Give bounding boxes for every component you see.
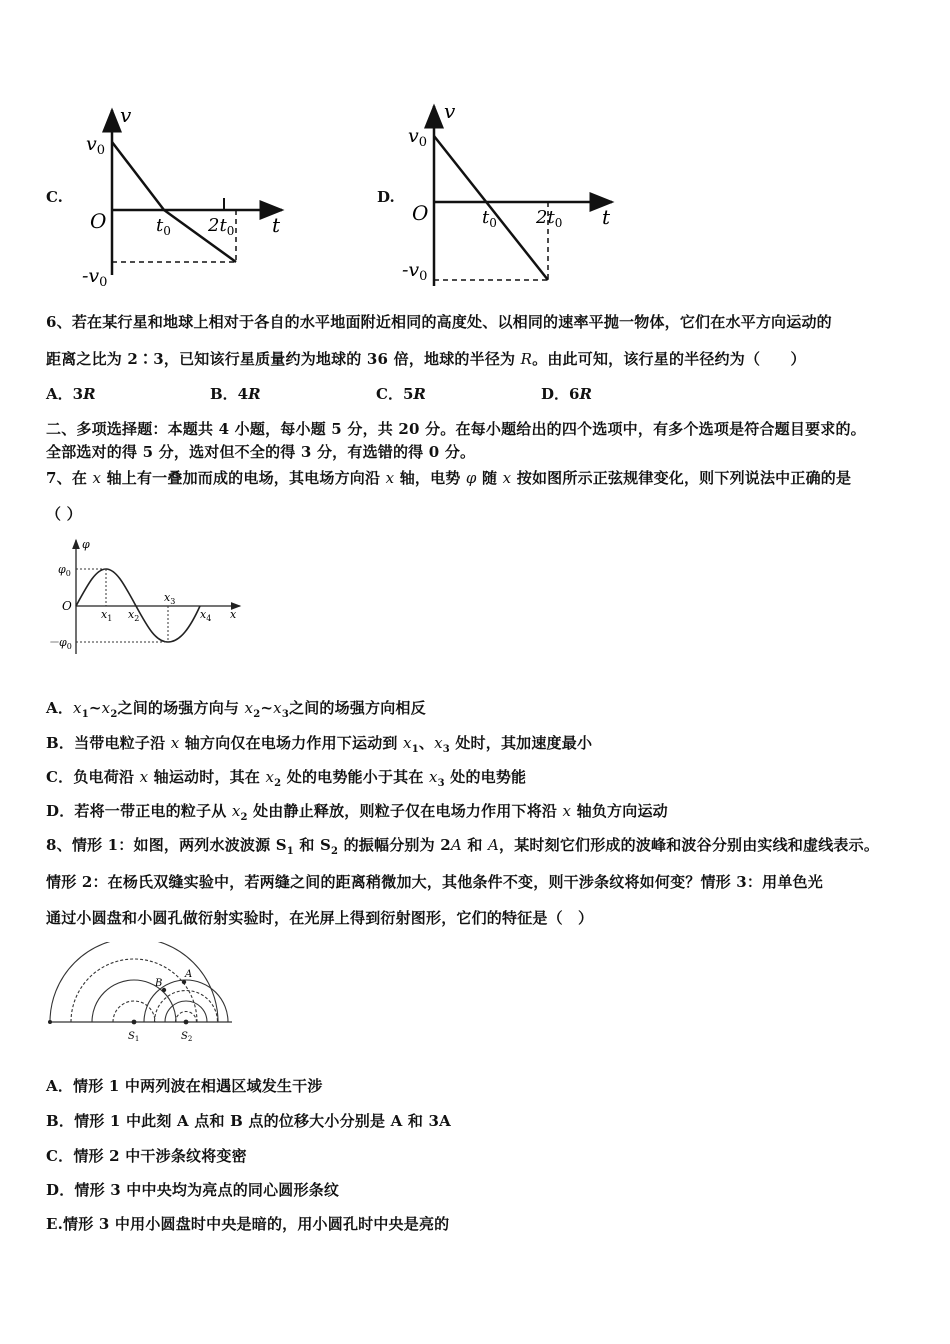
q6-stem-line1: 6、若在某行星和地球上相对于各自的水平地面附近相同的高度处、以相同的速率平抛一物体，它们在水平方向运动的 — [46, 313, 832, 331]
q8-left-end-dot — [48, 1020, 52, 1024]
q8-option-a[interactable]: A．情形 1 中两列波在相遇区域发生干涉 — [46, 1077, 323, 1095]
q7-neg-phi0-label: $-\varphi_0$ — [48, 636, 72, 651]
graph-c-origin-label: O — [90, 209, 107, 233]
q7-option-b[interactable]: B．当带电粒子沿 x 轴方向仅在电场力作用下运动到 $x_1$、$x_3$ 处时，其加速度最小 — [46, 734, 593, 755]
q6-option-b[interactable]: B．4R — [210, 385, 261, 403]
graph-d-2t0-label: $2t_0$ — [536, 207, 563, 230]
q8-stem-line2: 情形 2：在杨氏双缝实验中，若两缝之间的距离稍微加大，其他条件不变，则干涉条纹将如何变？情形 3：用单色光 — [46, 873, 823, 891]
graph-d-line — [434, 136, 548, 280]
section2-instructions-line2: 全部选对的得 5 分，选对但不全的得 3 分，有选错的得 0 分。 — [46, 443, 476, 461]
graph-d-neg-v0-label: $-v_0$ — [402, 259, 428, 284]
q7-option-a[interactable]: A．$x_1\sim x_2$之间的场强方向与 $x_2\sim x_3$之间的场强方向相反 — [46, 699, 426, 720]
graph-c-v-label: v — [120, 103, 132, 127]
option-c-label: C. — [46, 188, 63, 206]
graph-d-t-label: t — [602, 205, 611, 229]
graph-d-v-label: v — [444, 99, 456, 123]
q8-option-b[interactable]: B．情形 1 中此刻 A 点和 B 点的位移大小分别是 A 和 3A — [46, 1112, 451, 1130]
option-d-label: D. — [377, 188, 395, 206]
q8-s1-label: $S_1$ — [128, 1031, 140, 1043]
graph-c-neg-v0-label: $-v_0$ — [82, 265, 108, 290]
graph-d-velocity-time — [400, 96, 630, 292]
section2-instructions-line1: 二、多项选择题：本题共 4 小题，每小题 5 分，共 20 分。在每小题给出的四个选项中，有多个选项是符合题目要求的。 — [46, 420, 866, 438]
graph-c-line — [112, 142, 236, 262]
q8-option-c[interactable]: C．情形 2 中干涉条纹将变密 — [46, 1147, 247, 1165]
graph-d-t0-label: $t_0$ — [482, 207, 497, 230]
graph-c-velocity-time — [72, 100, 302, 290]
q7-phi0-label: $\varphi_0$ — [58, 563, 71, 578]
q7-phi-label: φ — [82, 538, 90, 551]
q8-s2-label: $S_2$ — [181, 1031, 193, 1043]
q6-stem-line2: 距离之比为 2∶3，已知该行星质量约为地球的 36 倍，地球的半径为 R。由此可知，该行星的半径约为（ ） — [46, 350, 806, 368]
q7-option-c[interactable]: C．负电荷沿 x 轴运动时，其在 $x_2$ 处的电势能小于其在 $x_3$ 处的电势能 — [46, 768, 527, 789]
q8-stem-line3: 通过小圆盘和小圆孔做衍射实验时，在光屏上得到衍射图形，它们的特征是（ ） — [46, 909, 594, 927]
q7-answer-paren: （ ） — [46, 505, 82, 523]
q7-origin-label: O — [62, 599, 72, 613]
q8-point-b-dot — [162, 988, 166, 992]
q6-option-d[interactable]: D．6R — [541, 385, 592, 403]
q8-wave-interference-figure — [44, 942, 236, 1046]
graph-d-origin-label: O — [412, 201, 429, 225]
q8-option-e[interactable]: E.情形 3 中用小圆盘时中央是暗的，用小圆孔时中央是亮的 — [46, 1215, 450, 1233]
q7-x1-label: $x_1$ — [101, 608, 113, 623]
graph-d-v0-label: $v_0$ — [408, 125, 428, 150]
q8-source-s1-dot — [132, 1020, 137, 1025]
q8-point-a-label: A — [185, 969, 193, 980]
graph-c-2t0-label: $2t_0$ — [208, 215, 235, 238]
q8-point-a-dot — [182, 980, 186, 984]
q7-x-axis-label: x — [230, 608, 237, 621]
q6-option-c[interactable]: C．5R — [376, 385, 426, 403]
q8-source-s2-dot — [184, 1020, 189, 1025]
q7-x4-label: $x_4$ — [200, 608, 212, 623]
q8-stem-line1: 8、情形 1：如图，两列水波波源 $S_1$ 和 $S_2$ 的振幅分别为 2A 和 A，某时刻它们形成的波峰和波谷分别由实线和虚线表示。 — [46, 836, 880, 857]
graph-c-t0-label: $t_0$ — [156, 215, 171, 238]
q8-s1-wavefronts — [50, 942, 218, 1022]
q6-option-a[interactable]: A．3R — [46, 385, 96, 403]
q7-x3-label: $x_3$ — [164, 591, 176, 606]
q7-option-d[interactable]: D．若将一带正电的粒子从 $x_2$ 处由静止释放，则粒子仅在电场力作用下将沿 x 轴负方向运动 — [46, 802, 668, 823]
q8-option-d[interactable]: D．情形 3 中中央均为亮点的同心圆形条纹 — [46, 1181, 340, 1199]
graph-c-t-label: t — [272, 213, 281, 237]
q7-stem-line1: 7、在 x 轴上有一叠加而成的电场，其电场方向沿 x 轴，电势 φ 随 x 按如图所示正弦规律变化，则下列说法中正确的是 — [46, 469, 852, 487]
q8-point-b-label: B — [155, 978, 163, 989]
q7-potential-graph — [44, 534, 250, 660]
graph-c-v0-label: $v_0$ — [86, 133, 106, 158]
q7-x2-label: $x_2$ — [128, 608, 140, 623]
